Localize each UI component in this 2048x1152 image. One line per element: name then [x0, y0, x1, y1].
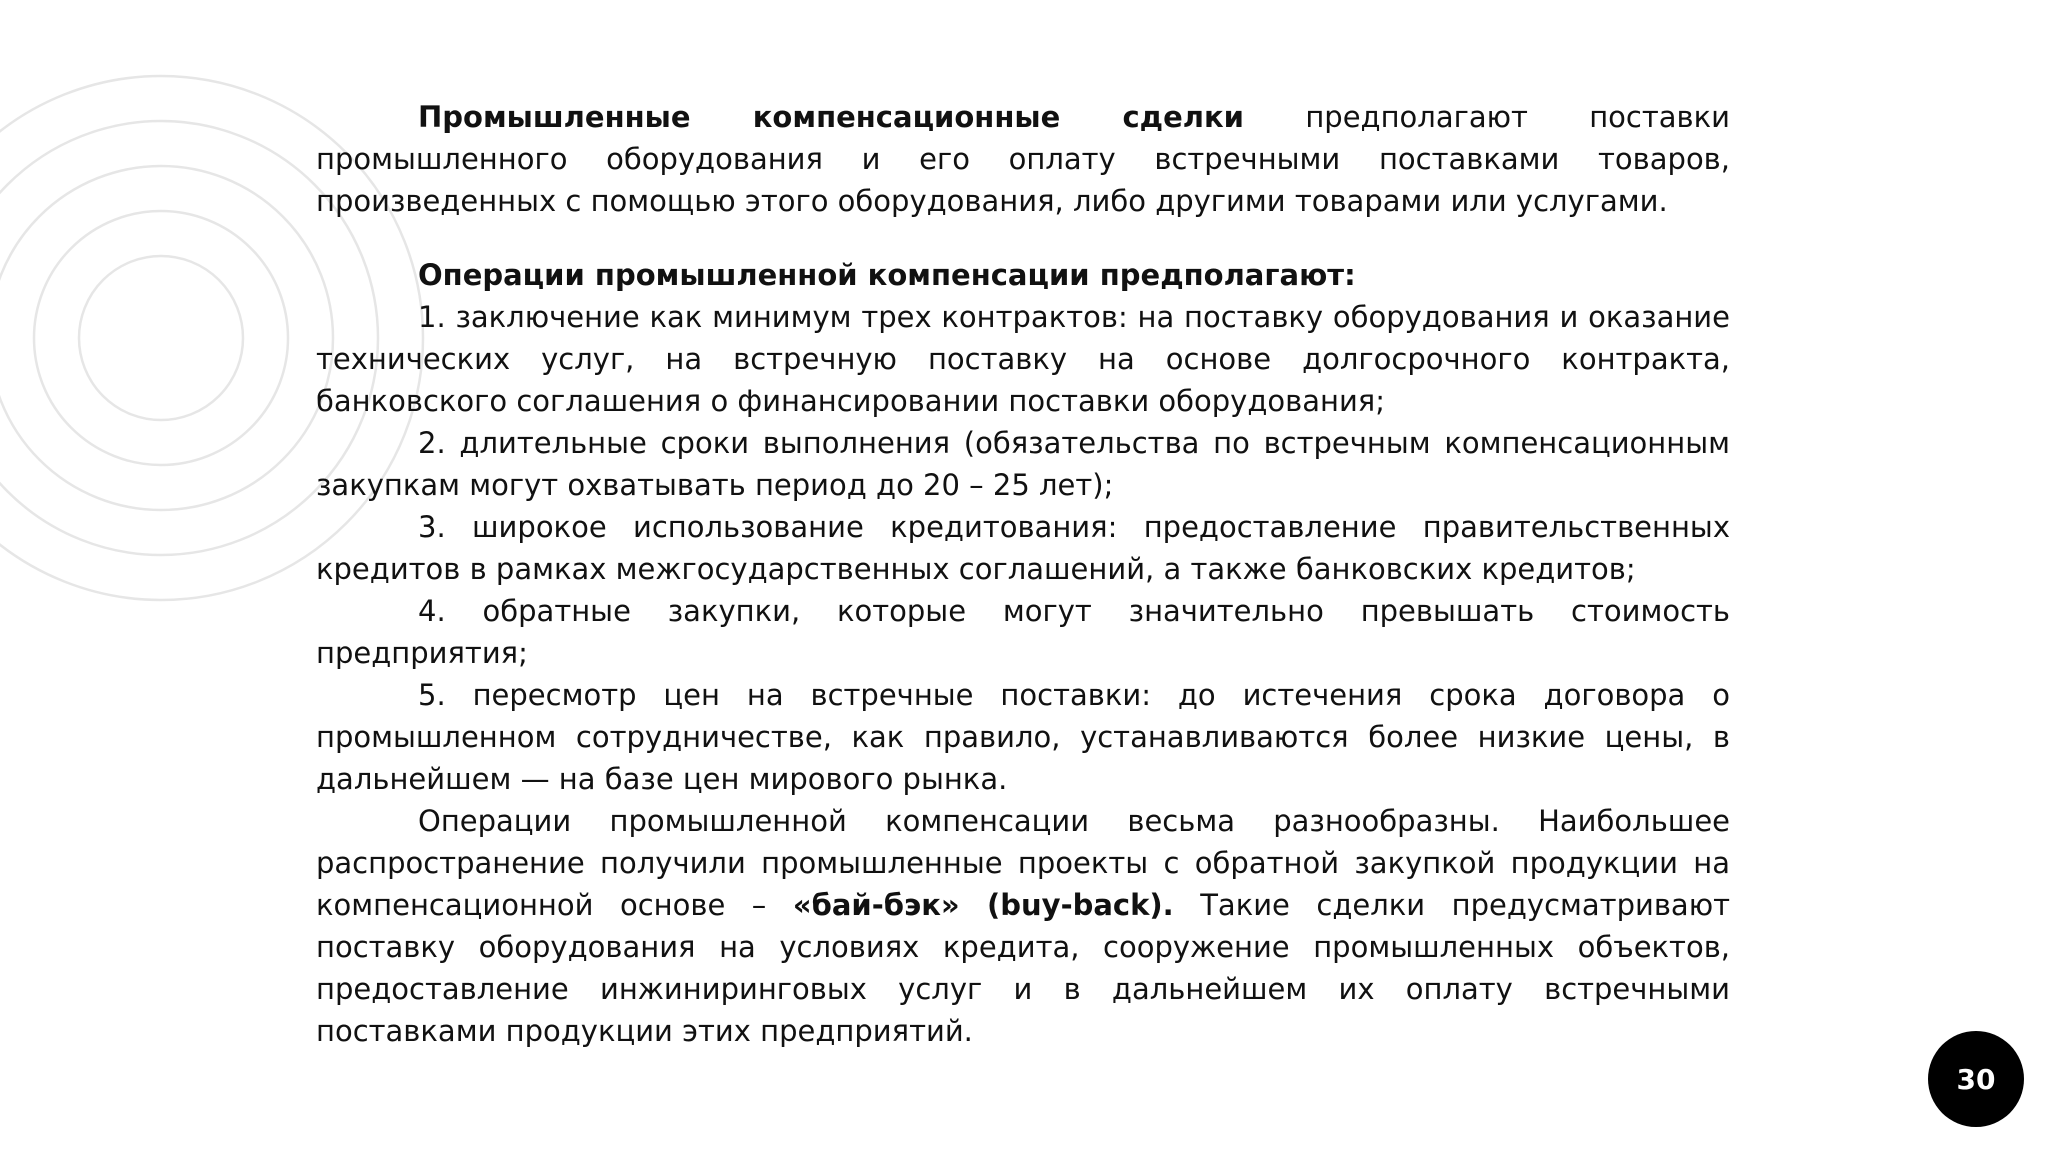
- operations-item-5: 5. пересмотр цен на встречные поставки: до истечения срока договора о промышленном сотрудничестве, как правило, устанавливаются более низкие цены, в дальнейшем — на базе цен мирового рынка.: [316, 678, 1730, 796]
- closing-text-before: Операции промышленной компенсации весьма разнообразны. Наибольшее распространение получили промышленные проекты с обратной закупкой продукции на компенсационной основе –: [316, 804, 1730, 922]
- intro-paragraph: [316, 96, 1730, 222]
- operations-item-3: 3. широкое использование кредитования: предоставление правительственных кредитов в рамках межгосударственных соглашений, а также банковских кредитов;: [316, 510, 1730, 586]
- page-number-badge: 30: [1928, 1031, 2024, 1127]
- closing-paragraph: [316, 800, 1730, 1052]
- operations-heading: Операции промышленной компенсации предполагают:: [418, 258, 1356, 292]
- operations-item-4: 4. обратные закупки, которые могут значительно превышать стоимость предприятия;: [316, 594, 1730, 670]
- operations-item-2: 2. длительные сроки выполнения (обязательства по встречным компенсационным закупкам могут охватывать период до 20 – 25 лет);: [316, 426, 1730, 502]
- closing-text-after: Такие сделки предусматривают поставку оборудования на условиях кредита, сооружение промышленных объектов, предоставление инжиниринговых услуг и в дальнейшем их оплату встречными поставками продукции этих предприятий.: [316, 888, 1730, 1048]
- closing-term: «бай-бэк» (buy-back).: [792, 888, 1174, 922]
- intro-text: предполагают поставки промышленного оборудования и его оплату встречными поставками товаров, произведенных с помощью этого оборудования, либо другими товарами или услугами.: [316, 100, 1730, 218]
- document-body: [316, 96, 1730, 1052]
- intro-term: Промышленные компенсационные сделки: [418, 100, 1244, 134]
- operations-item-1: 1. заключение как минимум трех контрактов: на поставку оборудования и оказание технических услуг, на встречную поставку на основе долгосрочного контракта, банковского соглашения о финансировании поставки оборудования;: [316, 300, 1730, 418]
